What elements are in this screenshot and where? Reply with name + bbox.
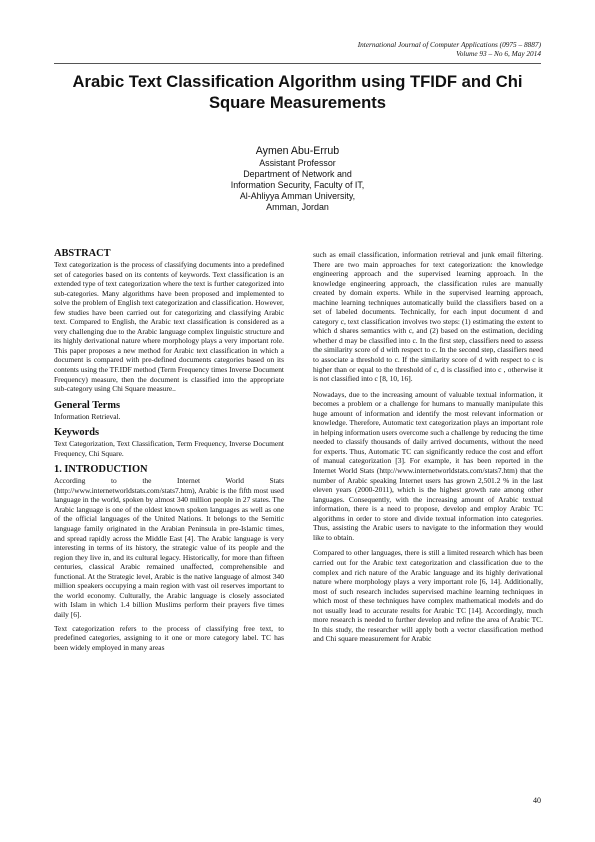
general-terms-text: Information Retrieval. bbox=[54, 411, 121, 421]
introduction-heading: 1. INTRODUCTION bbox=[54, 464, 148, 476]
abstract-heading: ABSTRACT bbox=[54, 248, 111, 259]
paper-title: Arabic Text Classification Algorithm using TFIDF and Chi Square Measurements bbox=[72, 72, 523, 112]
author-affiliation-line: Assistant Professor bbox=[259, 158, 336, 168]
introduction-paragraph: Text categorization refers to the process of classifying free text, to predefined categories, assigning to it one or more category label. TC has been widely employed in many areas bbox=[54, 623, 284, 652]
volume-info: Volume 93 – No 6, May 2014 bbox=[456, 49, 541, 58]
author-affiliation-line: Al-Ahliyya Amman University, bbox=[239, 191, 356, 201]
page-number: 40 bbox=[533, 796, 541, 805]
body-paragraph: Compared to other languages, there is still a limited research which has been carried out for the Arabic text categorization and classification due to the complex and rich nature of the Arabic language and its highly derivational nature where morphology plays a very important role [6, 14]. Additionally, most of such research includes supervised machine learning techniques in which most of these techniques have complex mathematical models and do not usually lead to accurate results for Arabic TC [14]. Accordingly, much more research is needed to further develop and refine the area of Arabic TC. In this study, the researcher will apply both a vector classification method and Chi square measurement for Arabic bbox=[313, 548, 543, 644]
body-paragraph: such as email classification, information retrieval and junk email filtering. There are two main approaches for text categorization: the knowledge engineering approach and the supervised learning approach. In the knowledge engineering approach, the classification rules are manually created by domain experts. While in the supervised learning approach, machine learning techniques automatically build the classifiers based on a set of labeled documents. Technically, for each input document d and category c, text classification involves two steps: (1) estimating the extent to which d shares semantics with c, and (2) based on the estimation, deciding whether d may be classified into c. In the first step, classifiers need to assess the similarity score of d with respect to c. In the second step, classifiers need to associate a threshold to c. If the similarity score of d with respect to c is higher than or equal to the threshold of c, d is classified into c , otherwise it is not classified into c [8, 10, 16]. bbox=[313, 250, 543, 384]
author-affiliation-line: Department of Network and bbox=[243, 169, 352, 179]
author-affiliation-line: Information Security, Faculty of IT, bbox=[230, 180, 365, 190]
body-paragraph: Nowadays, due to the increasing amount of valuable textual information, it becomes a problem or a challenge for humans to manually manipulate this huge amount of information and identify the most relevant information or knowledge. Therefore, Automatic text categorization plays an important role in helping information users overcome such a challenge by reducing the time needed to classify thousands of daily arrived documents, without the need for experts. Thus, Automatic TC can significantly reduce the cost and effort of manual categorization [3]. For example, it has been reported in the Internet World Stats (http://www.internetworldstats.com/stats7.htm) that the number of Arabic speaking Internet users has grown 2,501.2 % in the last eleven years (2000-2011), which is the highest growth rate among other languages. Consequently, with the increasing amount of Arabic textual information, there is a need to propose, develop and employ Arabic TC algorithms in order to store and divide textual information into categories. Thus, assisting the Arabic users to navigate to the information they would like to obtain. bbox=[313, 389, 543, 542]
abstract-text: Text categorization is the process of classifying documents into a predefined set of categories based on its contents of keywords. Text classification is an extended type of text categorization where the text is further categorized into sub-categories. Many algorithms have been proposed and implemented to solve the problem of English text categorization and classification. However, few studies have been carried out for categorizing and classifying Arabic text. Compared to English, the Arabic text classification is considered as a very challenging due to the Arabic language complex linguistic structure and its highly derivational nature where morphology plays a very important role. This paper proposes a new method for Arabic text classification in which a document is compared with pre-defined documents categories based on its contents using the TF.IDF method (Term Frequency times Inverse Document Frequency) measure, then the document is classified into the appropriate sub-category using Chi Square measure.. bbox=[54, 260, 284, 394]
left-column bbox=[54, 248, 284, 652]
author-block bbox=[170, 145, 425, 213]
author-name: Aymen Abu-Errub bbox=[255, 145, 340, 157]
author-affiliation-line: Amman, Jordan bbox=[266, 202, 329, 212]
introduction-paragraph: According to the Internet World Stats (http://www.internetworldstats.com/stats7.htm), Arabic is the fifth most used language in the world, spoken by almost 340 million people in 27 states. The Arabic language is one of the oldest known spoken languages as well as one of the official languages of the United Nations. It belongs to the Semitic language family originated in the Arabian Peninsula in pre-Islamic times, and spread rapidly across the Middle East [4]. The Arabic language is very interesting in terms of its history, the strategic value of its people and the region they live in, and its cultural legacy. Historically, for more than fifteen centuries, classical Arabic remained unaffected, comprehensible and functional. At the Strategic level, Arabic is the native language of almost 340 million speakers occupying a main region with vast oil reserves important to the world economy. Culturally, the Arabic language is closely associated with Islam in which 1.4 billion Muslims perform their prayers five times daily [6]. bbox=[54, 476, 284, 619]
right-column bbox=[313, 250, 543, 644]
keywords-text: Text Categorization, Text Classification, Term Frequency, Inverse Document Frequency, Chi Square. bbox=[54, 439, 284, 458]
general-terms-heading: General Terms bbox=[54, 399, 121, 411]
keywords-heading: Keywords bbox=[54, 427, 100, 439]
journal-name: International Journal of Computer Applications (0975 – 8887) bbox=[357, 40, 541, 49]
header-rule bbox=[54, 63, 541, 64]
running-header bbox=[358, 40, 541, 58]
